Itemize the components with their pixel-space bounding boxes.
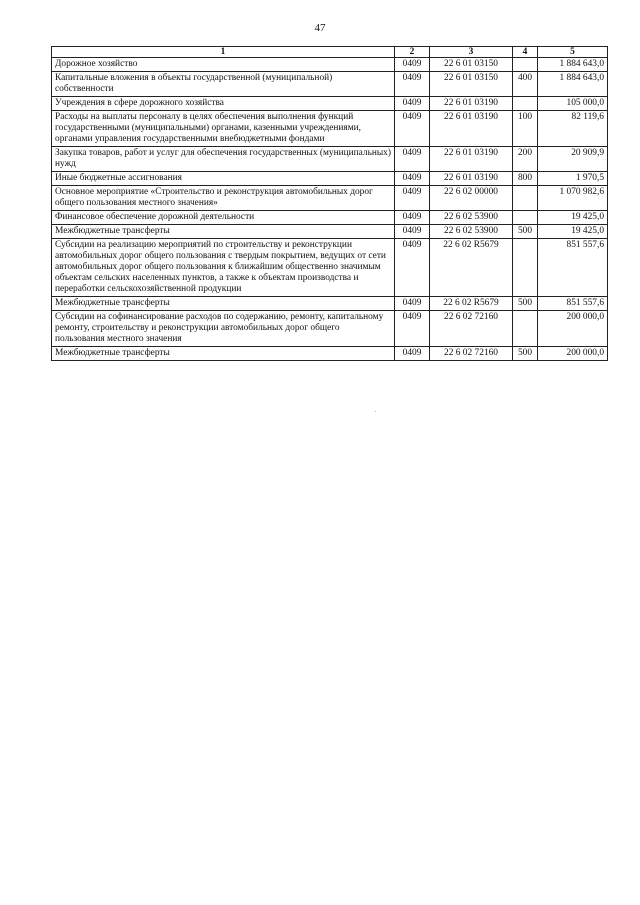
row-amount: 105 000,0 [538, 97, 608, 111]
row-section: 0409 [395, 347, 430, 361]
row-code: 22 6 02 53900 [430, 211, 513, 225]
row-type [513, 97, 538, 111]
row-amount: 19 425,0 [538, 211, 608, 225]
row-section: 0409 [395, 186, 430, 211]
row-amount: 200 000,0 [538, 311, 608, 347]
row-amount: 851 557,6 [538, 297, 608, 311]
row-section: 0409 [395, 111, 430, 147]
row-section: 0409 [395, 239, 430, 297]
row-code: 22 6 01 03190 [430, 111, 513, 147]
table-row [52, 239, 608, 297]
budget-table [51, 46, 608, 361]
row-type: 500 [513, 347, 538, 361]
row-name: Учреждения в сфере дорожного хозяйства [52, 97, 395, 111]
header-section: 2 [395, 47, 430, 58]
row-type: 500 [513, 297, 538, 311]
row-type [513, 239, 538, 297]
row-amount: 1 884 643,0 [538, 58, 608, 72]
row-name: Субсидии на софинансирование расходов по содержанию, ремонту, капитальному ремонту, строительству и реконструкции автомобильных дорог общего пользования местного значения [52, 311, 395, 347]
row-amount: 1 884 643,0 [538, 72, 608, 97]
header-code: 3 [430, 47, 513, 58]
table-row [52, 147, 608, 172]
row-code: 22 6 01 03190 [430, 172, 513, 186]
row-code: 22 6 02 R5679 [430, 297, 513, 311]
row-name: Межбюджетные трансферты [52, 225, 395, 239]
row-section: 0409 [395, 72, 430, 97]
row-name: Иные бюджетные ассигнования [52, 172, 395, 186]
row-code: 22 6 02 00000 [430, 186, 513, 211]
row-amount: 851 557,6 [538, 239, 608, 297]
table-row [52, 72, 608, 97]
table-row [52, 172, 608, 186]
row-code: 22 6 02 72160 [430, 347, 513, 361]
table-row [52, 347, 608, 361]
row-code: 22 6 01 03190 [430, 97, 513, 111]
row-name: Межбюджетные трансферты [52, 347, 395, 361]
row-name: Дорожное хозяйство [52, 58, 395, 72]
row-type [513, 186, 538, 211]
table-row [52, 97, 608, 111]
row-section: 0409 [395, 311, 430, 347]
row-code: 22 6 02 72160 [430, 311, 513, 347]
row-code: 22 6 01 03150 [430, 72, 513, 97]
row-type [513, 311, 538, 347]
row-type: 200 [513, 147, 538, 172]
table-row [52, 297, 608, 311]
table-row [52, 311, 608, 347]
row-name: Субсидии на реализацию мероприятий по строительству и реконструкции автомобильных дорог общего пользования с твердым покрытием, ведущих от сети автомобильных дорог общего пользования к ближайшим общественно значимым объектам сельских населенных пунктов, а также к объектам производства и переработки сельскохозяйственной продукции [52, 239, 395, 297]
row-name: Расходы на выплаты персоналу в целях обеспечения выполнения функций государственными (муниципальными) органами, казенными учреждениями, органами управления государственными внебюджетными фондами [52, 111, 395, 147]
row-amount: 200 000,0 [538, 347, 608, 361]
page-number: 47 [314, 22, 326, 34]
row-name: Капитальные вложения в объекты государственной (муниципальной) собственности [52, 72, 395, 97]
row-section: 0409 [395, 225, 430, 239]
row-name: Межбюджетные трансферты [52, 297, 395, 311]
row-section: 0409 [395, 172, 430, 186]
row-amount: 82 119,6 [538, 111, 608, 147]
row-type [513, 58, 538, 72]
row-type: 400 [513, 72, 538, 97]
table-row [52, 225, 608, 239]
row-amount: 20 909,9 [538, 147, 608, 172]
table-row [52, 211, 608, 225]
row-type: 500 [513, 225, 538, 239]
row-code: 22 6 02 R5679 [430, 239, 513, 297]
row-code: 22 6 02 53900 [430, 225, 513, 239]
row-amount: 1 070 982,6 [538, 186, 608, 211]
row-type: 800 [513, 172, 538, 186]
row-name: Основное мероприятие «Строительство и реконструкция автомобильных дорог общего пользования местного значения» [52, 186, 395, 211]
scan-speck [375, 411, 376, 412]
row-amount: 1 970,5 [538, 172, 608, 186]
table-row [52, 58, 608, 72]
row-type: 100 [513, 111, 538, 147]
row-name: Финансовое обеспечение дорожной деятельности [52, 211, 395, 225]
row-section: 0409 [395, 58, 430, 72]
row-code: 22 6 01 03150 [430, 58, 513, 72]
row-code: 22 6 01 03190 [430, 147, 513, 172]
row-amount: 19 425,0 [538, 225, 608, 239]
row-section: 0409 [395, 297, 430, 311]
row-type [513, 211, 538, 225]
row-section: 0409 [395, 211, 430, 225]
header-name: 1 [52, 47, 395, 58]
row-name: Закупка товаров, работ и услуг для обеспечения государственных (муниципальных) нужд [52, 147, 395, 172]
header-amount: 5 [538, 47, 608, 58]
row-section: 0409 [395, 97, 430, 111]
table-row [52, 111, 608, 147]
table-row [52, 186, 608, 211]
row-section: 0409 [395, 147, 430, 172]
header-type: 4 [513, 47, 538, 58]
table-header-row [52, 47, 608, 58]
